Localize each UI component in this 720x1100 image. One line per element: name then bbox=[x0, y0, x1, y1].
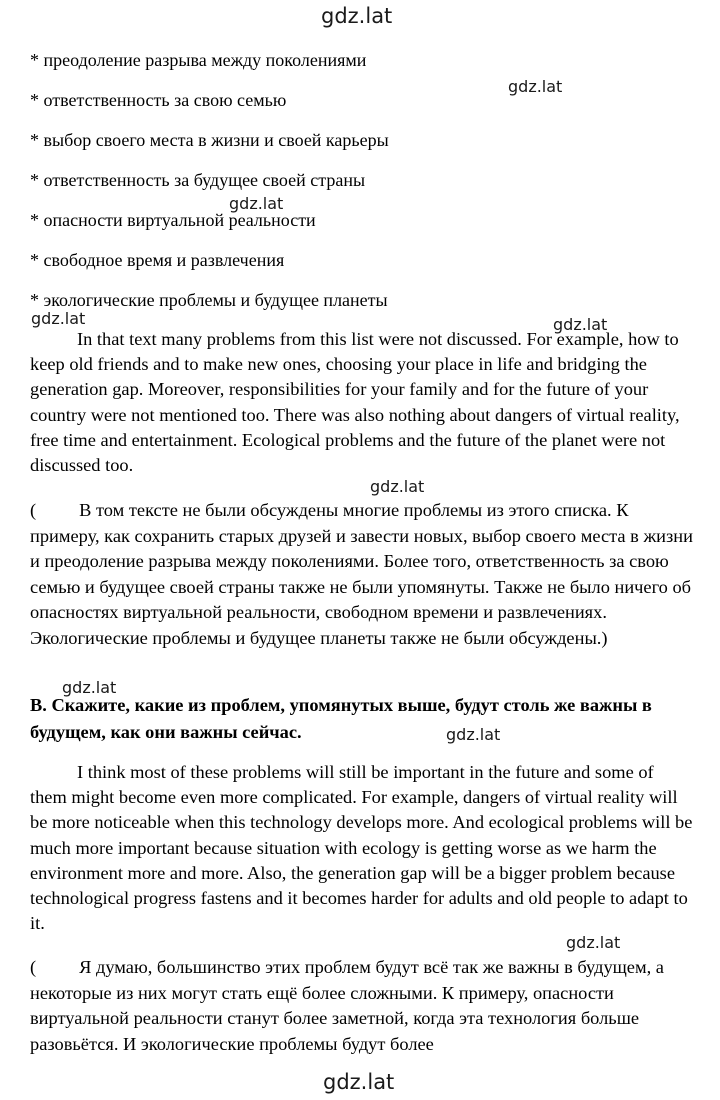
watermark: gdz.lat bbox=[566, 933, 621, 952]
watermark: gdz.lat bbox=[229, 194, 284, 213]
list-item: * преодоление разрыва между поколениями bbox=[30, 50, 367, 70]
open-paren: ( bbox=[30, 500, 37, 520]
list-item: * выбор своего места в жизни и своей карьеры bbox=[30, 130, 389, 150]
watermark: gdz.lat bbox=[553, 315, 608, 334]
list-item: * ответственность за свою семью bbox=[30, 90, 287, 110]
answer-b-russian bbox=[30, 955, 695, 1057]
watermark: gdz.lat bbox=[31, 309, 86, 328]
answer-b-english bbox=[30, 760, 695, 936]
watermark: gdz.lat bbox=[446, 725, 501, 744]
watermark: gdz.lat bbox=[370, 477, 425, 496]
watermark: gdz.lat bbox=[62, 678, 117, 697]
answer-a-english-text: In that text many problems from this list were not discussed. For example, how to keep old friends and to make new ones, choosing your place in life and bridging the generation gap. Moreover, responsibilities for your family and for the future of your country were not mentioned too. There was also nothing about dangers of virtual reality, free time and entertainment. Ecological problems and the future of the planet were not discussed too. bbox=[30, 329, 680, 476]
list-item: * ответственность за будущее своей страны bbox=[30, 170, 366, 190]
answer-a-english bbox=[30, 327, 695, 478]
watermark: gdz.lat bbox=[508, 77, 563, 96]
watermark-bottom: gdz.lat bbox=[323, 1070, 395, 1094]
watermark-top: gdz.lat bbox=[321, 4, 393, 28]
task-b-heading: B. Скажите, какие из проблем, упомянутых выше, будут столь же важны в будущем, как они важны сейчас. bbox=[30, 695, 652, 742]
answer-b-english-text: I think most of these problems will still be important in the future and some of them might become even more complicated. For example, dangers of virtual reality will be more noticeable when this technology develops more. And ecological problems will be much more important because situation with ecology is getting worse as we harm the environment more and more. Also, the generation gap will be a bigger problem because technological progress fastens and it becomes harder for adults and old people to adapt to it. bbox=[30, 762, 693, 934]
answer-a-russian bbox=[30, 498, 695, 651]
list-item: * экологические проблемы и будущее планеты bbox=[30, 290, 388, 310]
open-paren: ( bbox=[30, 957, 37, 977]
answer-a-russian-text: В том тексте не были обсуждены многие проблемы из этого списка. К примеру, как сохранить старых друзей и завести новых, выбор своего места в жизни и преодоление разрыва между поколениями. Более того, ответственность за свою семью и будущее своей страны также не были упомянуты. Также не было ничего об опасностях виртуальной реальности, свободном времени и развлечениях. Экологические проблемы и будущее планеты также не были обсуждены.) bbox=[30, 500, 693, 648]
list-item: * свободное время и развлечения bbox=[30, 250, 285, 270]
answer-b-russian-text: Я думаю, большинство этих проблем будут всё так же важны в будущем, а некоторые из них могут стать ещё более сложными. К примеру, опасности виртуальной реальности станут более заметной, когда эта технология больше разовьётся. И экологические проблемы будут более bbox=[30, 957, 664, 1054]
list-item: * опасности виртуальной реальности bbox=[30, 210, 316, 230]
